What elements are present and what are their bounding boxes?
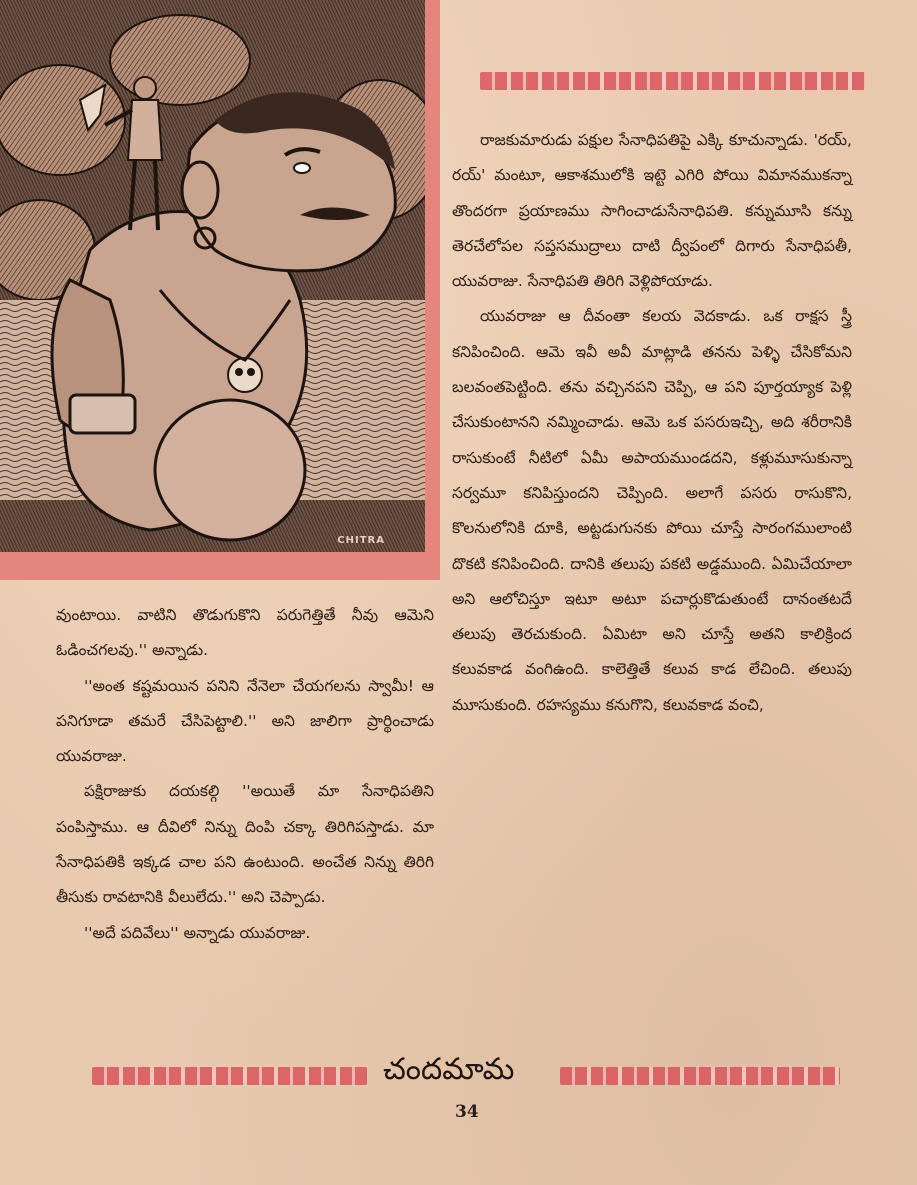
artist-signature: CHITRA xyxy=(337,535,385,546)
illustration-artwork xyxy=(0,0,425,552)
right-column-text xyxy=(452,123,852,723)
story-illustration xyxy=(0,0,440,580)
left-paragraph-2: ''అంత కష్టమయిన పనిని నేనెలా చేయగలను స్వామీ! ఆ పనిగూడా తమరే చేసిపెట్టాలి.'' అని జాలిగా ప్రార్థించాడు యువరాజు. xyxy=(56,676,434,766)
left-paragraph-3: పక్షిరాజుకు దయకల్గి ''అయితే మా సేనాధిపతిని పంపిస్తాము. ఆ దీవిలో నిన్ను దింపి చక్కా తిరిగిపస్తాడు. మా సేనాధిపతికి ఇక్కడ చాల పని ఉంటుంది. అంచేత నిన్ను తిరిగి తీసుకు రావటానికి వీలులేదు.'' అని చెప్పాడు. xyxy=(56,782,434,907)
magazine-name: చందమామ xyxy=(383,1052,515,1087)
left-paragraph-4: ''అదే పదివేలు'' అన్నాడు యువరాజు. xyxy=(84,923,311,942)
right-paragraph-2: యువరాజు ఆ దీవంతా కలయ వెదకాడు. ఒక రాక్షస స్త్రీ కనిపించింది. ఆమె ఇవీ అవీ మాట్లాడి తనను పెళ్ళి చేసికోమని బలవంతపెట్టింది. తను వచ్చినపని చెప్పి, ఆ పని పూర్తయ్యాక పెళ్లి చేసుకుంటానని నమ్మించాడు. ఆమె ఒక పసరుఇచ్చి, అది శరీరానికి రాసుకుంటే నీటిలో ఏమీ అపాయముండదని, కళ్లుమూసుకున్నా సర్వమూ కనిపిస్తుందని చెప్పింది. అలాగే పసరు రాసుకొని, కొలనులోనికి దూకి, అట్టడుగునకు పోయి చూస్తే సారంగములాంటి దొకటి కనిపించింది. దానికి తలుపు పకటి అడ్డముంది. ఏమిచేయాలా అని ఆలోచిస్తూ ఇటూ అటూ పచార్లుకొడుతుంటే దానంతటదే తలుపు తెరచుకుంది. ఏమిటా అని చూస్తే అతని కాలిక్రింద కలువకాడ వంగిఉంది. కాలెత్తితే కలువ కాడ లేచింది. తలుపు మూసుకుంది. రహస్యము కనుగొని, కలువకాడ వంచి, xyxy=(452,307,852,714)
decorative-band-footer-right xyxy=(560,1067,840,1085)
right-paragraph-1: రాజకుమారుడు పక్షుల సేనాధిపతిపై ఎక్కి కూచున్నాడు. 'రయ్, రయ్' మంటూ, ఆకాశములోకి ఇట్టె ఎగిరి పోయి విమానముకన్నా తొందరగా ప్రయాణము సాగించాడుసేనాధిపతి. కన్నుమూసి కన్ను తెరచేలోపల సప్తసముద్రాలు దాటి ద్వీపంలో దిగారు సేనాధిపతీ, యువరాజు. సేనాధిపతి తిరిగి వెళ్లిపోయాడు. xyxy=(452,131,852,291)
decorative-band-top xyxy=(480,72,865,90)
page-number: 34 xyxy=(455,1102,479,1122)
left-paragraph-1: వుంటాయి. వాటిని తొడుగుకొని పరుగెత్తితే నీవు ఆమెని ఓడించగలవు.'' అన్నాడు. xyxy=(56,606,434,660)
left-column-text xyxy=(56,598,434,951)
giant-and-prince-drawing xyxy=(0,0,425,552)
decorative-band-footer-left xyxy=(92,1067,367,1085)
